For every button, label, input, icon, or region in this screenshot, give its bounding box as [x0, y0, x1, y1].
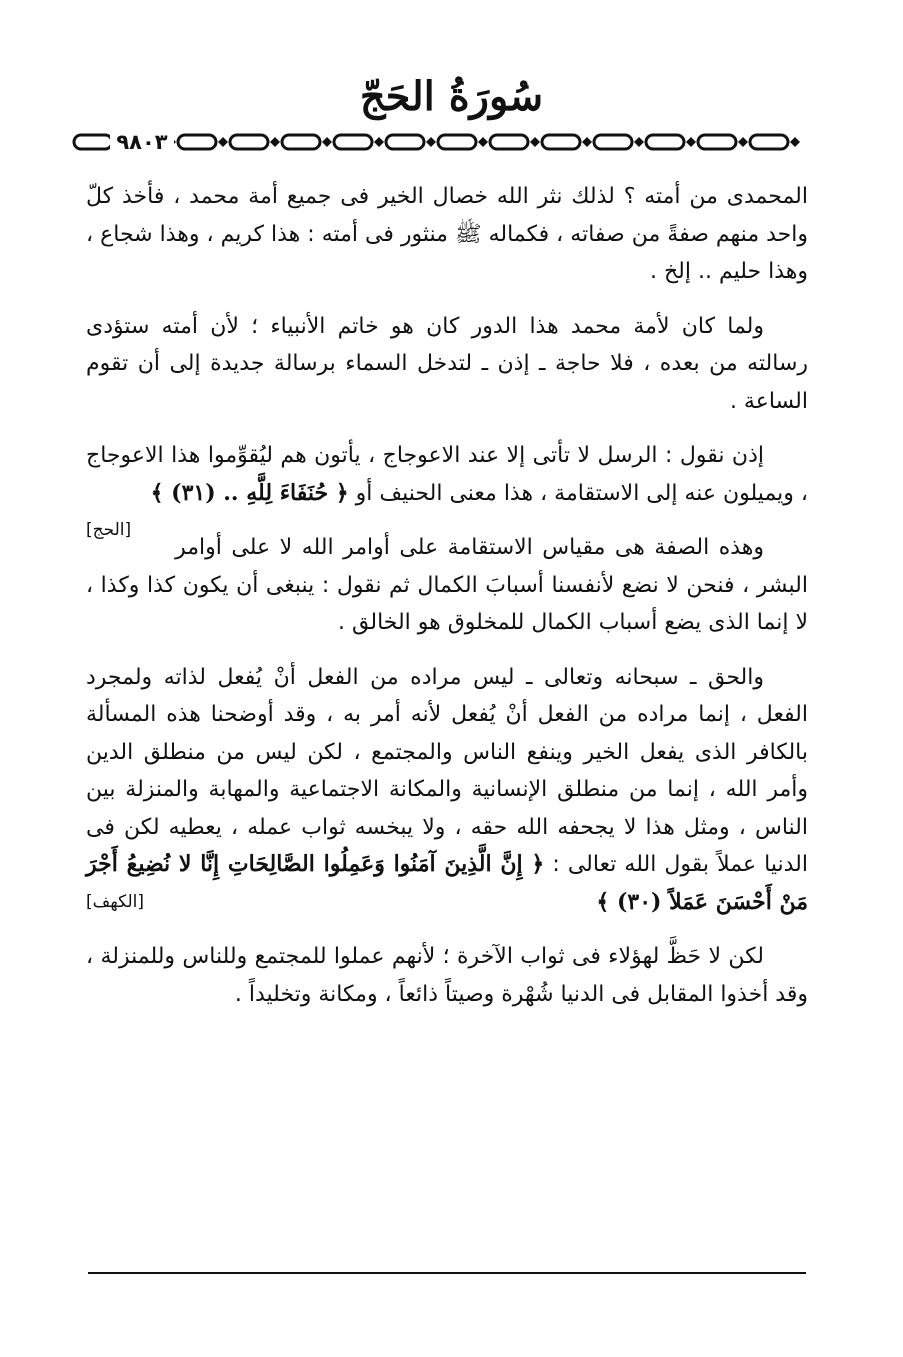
paragraph-3-text: إذن نقول : الرسل لا تأتى إلا عند الاعوجاج ، يأتون هم ليُقوِّموا هذا الاعوجاج ، ويميلون عنه إلى الاستقامة ، هذا معنى الحنيف أو [86, 443, 808, 506]
chain-diamond [478, 137, 488, 147]
chain-diamond [374, 137, 384, 147]
chain-link [750, 135, 788, 149]
chain-diamond [270, 137, 280, 147]
chain-link [74, 135, 112, 149]
chain-diamond [790, 137, 800, 147]
chain-diamond [738, 137, 748, 147]
chain-link [178, 135, 216, 149]
chain-diamond [634, 137, 644, 147]
chain-diamond [686, 137, 696, 147]
paragraph-4: وهذه الصفة هى مقياس الاستقامة على أوامر الله لا على أوامر البشر ، فنحن لا نضع لأنفسنا أسبابَ الكمال ثم نقول : ينبغى أن يكون كذا وكذا ، لا إنما الذى يضع أسباب الكمال للمخلوق هو الخالق . [86, 535, 808, 635]
chain-diamond [218, 137, 228, 147]
page-body [86, 178, 808, 1030]
paragraph-3 [86, 437, 808, 540]
footer-rule [88, 1272, 806, 1274]
chain-link [490, 135, 528, 149]
chain-link [646, 135, 684, 149]
chain-link [334, 135, 372, 149]
chain-diamond [582, 137, 592, 147]
page-number: ٩٨٠٣ [110, 128, 174, 156]
chain-diamond [322, 137, 332, 147]
paragraph-2: ولما كان لأمة محمد هذا الدور كان هو خاتم الأنبياء ؛ لأن أمته ستؤدى رسالته من بعده ، فلا حاجة ـ إذن ـ لتدخل السماء برسالة جديدة إلى أن تقوم الساعة . [86, 313, 808, 414]
paragraph-5 [86, 659, 808, 922]
quran-verse-kahf-30: ﴿ إِنَّ الَّذِينَ آمَنُوا وَعَمِلُوا الصَّالِحَاتِ إِنَّا لا نُضِيعُ أَجْرَ مَنْ أَحْسَنَ عَمَلاً (٣٠) ﴾ [86, 851, 808, 915]
chain-link [594, 135, 632, 149]
paragraph-6: لكن لا حَظَّ لهؤلاء فى ثواب الآخرة ؛ لأنهم عملوا للمجتمع وللناس وللمنزلة ، وقد أخذوا المقابل فى الدنيا شُهْرة وصيتاً ذائعاً ، ومكانة وتخليداً . [86, 944, 808, 1007]
surah-reference-hajj: [الحج] [86, 520, 132, 540]
chain-link [386, 135, 424, 149]
chain-link [438, 135, 476, 149]
paragraph-5-text: والحق ـ سبحانه وتعالى ـ ليس مراده من الفعل أنْ يُفعل لذاته ولمجرد الفعل ، إنما مراده من الفعل أنْ يُفعل لأنه أمر به ، وقد أوضحنا هذه المسألة بالكافر الذى يفعل الخير وينفع الناس والمجتمع ، لكن ليس من منطلق الدين وأمر الله ، إنما من منطلق الإنسانية والمكانة الاجتماعية والمهابة والمنزلة بين الناس ، ومثل هذا لا يجحفه الله حقه ، ولا يبخسه ثواب عمله ، يعطيه لكن فى الدنيا عملاً بقول الله تعالى : [86, 664, 808, 877]
chain-link [230, 135, 268, 149]
surah-title: سُورَةُ الحَجّ [359, 73, 544, 120]
chain-link [282, 135, 320, 149]
chain-link [698, 135, 736, 149]
paragraph-1: المحمدى من أمته ؟ لذلك نثر الله خصال الخير فى جميع أمة محمد ، فأخذ كلّ واحد منهم صفةً من صفاته ، فكماله ﷺ منثور فى أمته : هذا كريم ، وهذا شجاع ، وهذا حليم .. إلخ . [86, 184, 808, 284]
chain-diamond [530, 137, 540, 147]
surah-reference-kahf: [الكهف] [86, 891, 144, 912]
ornament-chain-divider [70, 128, 830, 156]
chain-link [542, 135, 580, 149]
chain-diamond [426, 137, 436, 147]
quran-verse-hajj-31: ﴿ حُنَفَاءَ لِلَّهِ .. (٣١) ﴾ [150, 479, 349, 506]
